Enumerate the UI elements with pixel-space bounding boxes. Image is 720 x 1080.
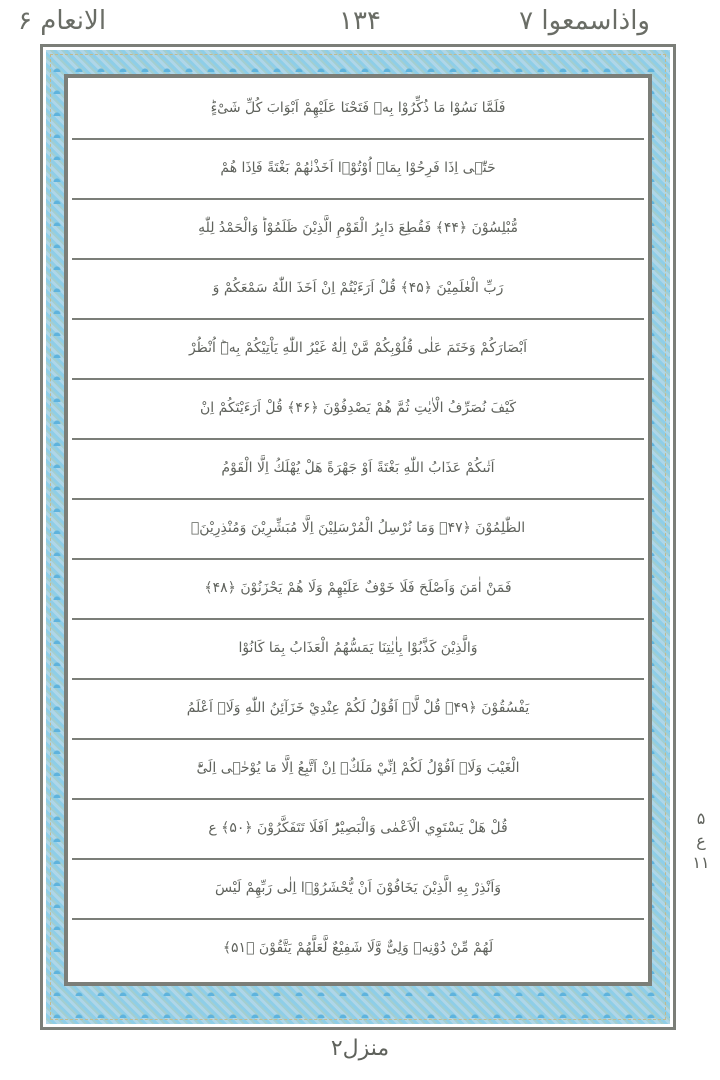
text-line-4: رَبِّ الْعٰلَمِيْنَ ﴿۴۵﴾ قُلْ اَرَءَيْتُمْ اِنْ اَخَذَ اللّٰهُ سَمْعَكُمْ وَ: [212, 280, 504, 296]
ruku-marker: ۵ ع ۱۱: [692, 809, 710, 872]
text-line-6: كَيْفَ نُصَرِّفُ الْاٰيٰتِ ثُمَّ هُمْ يَصْدِفُوْنَ ﴿۴۶﴾ قُلْ اَرَءَيْتَكُمْ اِنْ: [199, 400, 517, 416]
text-panel: [64, 74, 652, 986]
text-line-3: مُّبْلِسُوْنَ ﴿۴۴﴾ فَقُطِعَ دَابِرُ الْقَوْمِ الَّذِيْنَ ظَلَمُوْاؕ وَالْحَمْدُ لِلّٰهِ: [198, 220, 518, 236]
text-line-2: حَتّٰۤى اِذَا فَرِحُوْا بِمَاۤ اُوْتُوْۤا اَخَذْنٰهُمْ بَغْتَةً فَاِذَا هُمْ: [220, 160, 496, 176]
text-line-7: اَتٰىكُمْ عَذَابُ اللّٰهِ بَغْتَةً اَوْ جَهْرَةً هَلْ يُهْلَكُ اِلَّا الْقَوْمُ: [221, 460, 495, 476]
text-line-8: الظّٰلِمُوْنَ ﴿۴۷﴾ وَمَا نُرْسِلُ الْمُرْسَلِيْنَ اِلَّا مُبَشِّرِيْنَ وَمُنْذِرِيْنَۚ: [190, 520, 526, 536]
text-line-9: فَمَنْ اٰمَنَ وَاَصْلَحَ فَلَا خَوْفٌ عَلَيْهِمْ وَلَا هُمْ يَحْزَنُوْنَ ﴿۴۸﴾: [204, 580, 512, 596]
text-line-10: وَالَّذِيْنَ كَذَّبُوْا بِاٰيٰتِنَا يَمَسُّهُمُ الْعَذَابُ بِمَا كَانُوْا: [238, 640, 478, 656]
surah-name: الانعام ۶: [18, 6, 107, 36]
juz-name: واذاسمعوا ۷: [519, 6, 650, 36]
text-line-15: لَهُمْ مِّنْ دُوْنِهٖ وَلِیٌّ وَّلَا شَفِيْعٌ لَّعَلَّهُمْ يَتَّقُوْنَ ﴿۵۱﴾: [222, 940, 494, 956]
text-line-12: الْغَيْبَ وَلَاۤ اَقُوْلُ لَكُمْ اِنِّيْ مَلَكٌۚ اِنْ اَتَّبِعُ اِلَّا مَا يُوْحٰۤى اِلَیَّؕ: [196, 760, 520, 776]
text-line-1: فَلَمَّا نَسُوْا مَا ذُكِّرُوْا بِهٖ فَتَحْنَا عَلَيْهِمْ اَبْوَابَ كُلِّ شَیْءٍؕ: [210, 100, 506, 116]
manzil-label: منزل۲: [330, 1036, 390, 1061]
page-number: ۱۳۴: [339, 6, 381, 36]
text-line-14: وَاَنْذِرْ بِهِ الَّذِيْنَ يَخَافُوْنَ اَنْ يُّحْشَرُوْۤا اِلٰى رَبِّهِمْ لَيْسَ: [214, 880, 502, 896]
text-line-13: قُلْ هَلْ يَسْتَوِي الْاَعْمٰى وَالْبَصِيْرُؕ اَفَلَا تَتَفَكَّرُوْنَ ﴿۵۰﴾ ع: [208, 820, 508, 836]
text-line-5: اَبْصَارَكُمْ وَخَتَمَ عَلٰى قُلُوْبِكُمْ مَّنْ اِلٰهٌ غَيْرُ اللّٰهِ يَاْتِيْكُمْ بِهٖؕ اُنْظُرْ: [188, 340, 528, 356]
text-line-11: يَفْسُقُوْنَ ﴿۴۹﴾ قُلْ لَّاۤ اَقُوْلُ لَكُمْ عِنْدِيْ خَزَآئِنُ اللّٰهِ وَلَاۤ اَعْلَمُ: [186, 700, 530, 716]
